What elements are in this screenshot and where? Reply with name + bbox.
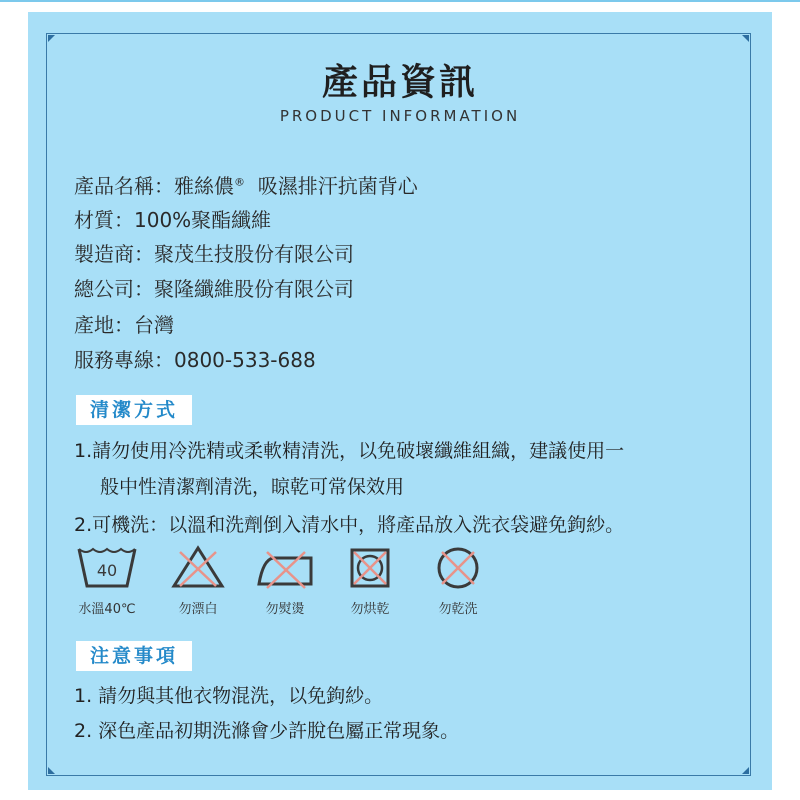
info-label: 材質： [74,208,134,232]
corner-mark-top-right [742,35,749,42]
cleaning-line-2: 般中性清潔劑清洗，晾乾可常保效用 [100,476,405,498]
no-dry-clean-icon [435,545,481,591]
corner-mark-bottom-left [48,767,55,774]
registered-mark: ® [234,175,245,189]
info-service-line [74,344,316,373]
info-value: 聚茂生技股份有限公司 [154,242,354,266]
info-product-name [74,170,418,199]
info-value: 0800-533-688 [174,348,316,372]
info-headquarters [74,273,354,302]
care-label-tumble-dry: 勿烘乾 [350,602,390,617]
notes-line-1: 1. 請勿與其他衣物混洗，以免鉤紗。 [74,685,384,707]
info-value: 吸濕排汗抗菌背心 [245,174,418,198]
info-manufacturer [74,238,354,267]
page-title: 產品資訊 [321,62,478,103]
info-value: 台灣 [134,313,174,337]
top-accent-line [0,0,800,2]
care-label-bleach: 勿漂白 [178,602,218,617]
corner-mark-bottom-right [742,767,749,774]
info-origin [74,309,174,338]
no-bleach-icon [170,544,226,590]
info-value: 100%聚酯纖維 [134,208,272,232]
info-label: 產地： [74,313,134,337]
info-label: 產品名稱： [74,174,174,198]
info-label: 服務專線： [74,348,174,372]
info-material [74,204,271,233]
wash-40-icon [76,544,138,590]
no-iron-icon [255,546,315,590]
info-value: 聚隆纖維股份有限公司 [154,277,354,301]
svg-text:40: 40 [96,561,118,580]
section-tag-cleaning: 清潔方式 [76,395,192,425]
notes-line-2: 2. 深色產品初期洗滌會少許脫色屬正常現象。 [74,720,460,742]
page-subtitle: PRODUCT INFORMATION [279,107,521,125]
info-label: 總公司： [74,277,154,301]
no-tumble-dry-icon [348,546,392,590]
section-tag-notes: 注意事項 [76,641,192,671]
care-label-iron: 勿熨燙 [265,602,305,617]
corner-mark-top-left [48,35,55,42]
care-label-wash: 水溫40℃ [78,602,136,617]
cleaning-line-1: 1.請勿使用冷洗精或柔軟精清洗，以免破壞纖維組織，建議使用一 [74,440,625,462]
cleaning-line-3: 2.可機洗：以溫和洗劑倒入清水中，將產品放入洗衣袋避免鉤紗。 [74,514,625,536]
info-value: 雅絲儂 [174,174,234,198]
info-label: 製造商： [74,242,154,266]
care-label-dry-clean: 勿乾洗 [438,602,478,617]
